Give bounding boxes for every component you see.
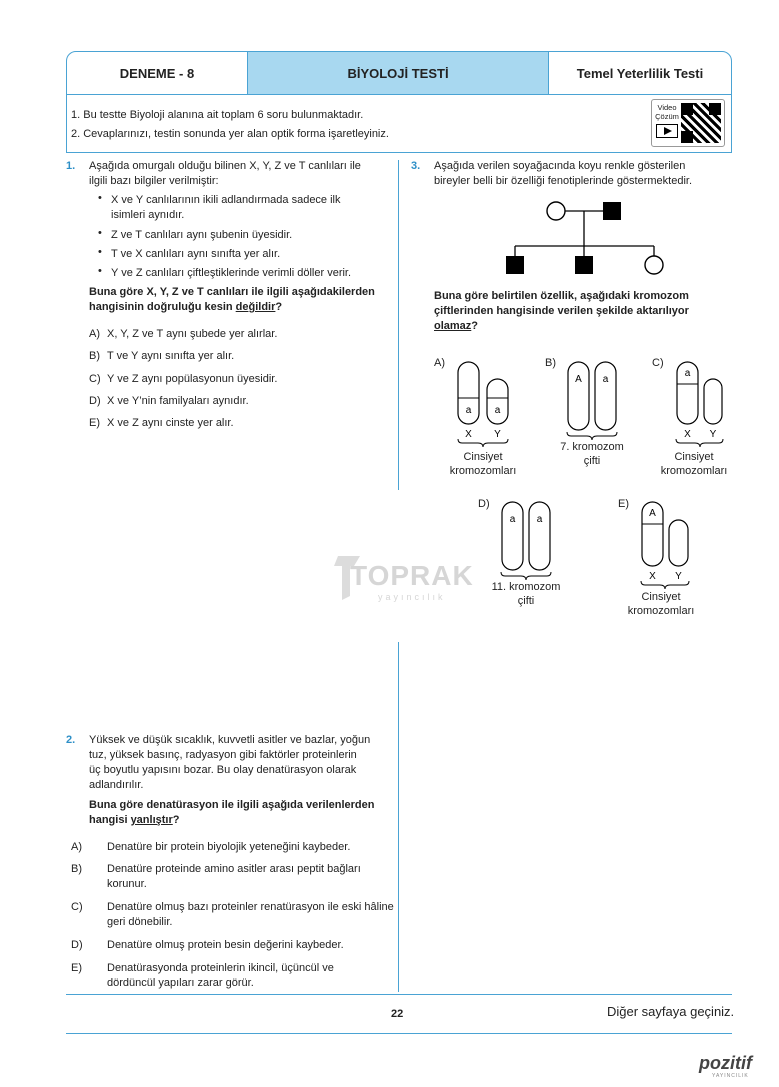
grouping-brace [501, 572, 551, 580]
allele-label: a [684, 368, 691, 379]
q3-option-b-caption: 7. kromozom [560, 441, 624, 453]
chromosome-11-a [502, 502, 523, 570]
q3-option-d-caption-2: çifti [517, 595, 535, 607]
grouping-brace [458, 439, 508, 447]
exam-title: DENEME - 8 [67, 52, 248, 94]
chromosome-y [669, 520, 688, 566]
allele-label: A [575, 374, 582, 385]
chromosome-y [487, 379, 508, 424]
q1-option-b[interactable]: B) T ve Y aynı sınıfta yer alır. [89, 350, 235, 362]
q1-option-a[interactable]: A) X, Y, Z ve T aynı şubede yer alırlar. [89, 328, 278, 340]
q3-option-e-caption: Cinsiyet [641, 591, 681, 603]
q3-option-a-chromosomes[interactable] [448, 358, 528, 448]
q3-option-b-chromosomes[interactable] [558, 358, 628, 440]
q3-option-e-letter[interactable]: E) [618, 498, 629, 510]
q2-option-d[interactable]: D) Denatüre olmuş protein besin değerini kaybeder. [71, 939, 344, 951]
instructions-box [66, 95, 732, 153]
page-number: 22 [391, 1008, 404, 1020]
allele-label: a [465, 405, 472, 416]
question-1-intro-2: ilgili bazı bilgiler verilmiştir: [89, 175, 219, 187]
test-header [66, 51, 732, 95]
pedigree-chart [500, 198, 670, 278]
q3-option-c-letter[interactable]: C) [652, 357, 664, 369]
chromosome-label: Y [494, 429, 501, 440]
stem-emphasis: değildir [235, 301, 276, 313]
q1-bullet-2: Z ve T canlıları aynı şubenin üyesidir. [111, 229, 293, 241]
stem-emphasis: olamaz [434, 320, 472, 332]
question-1-number: 1. [66, 160, 76, 172]
question-3-intro-2: bireyler belli bir özelliği fenotiplerinde göstermektedir. [434, 175, 693, 187]
publisher-logo-sub: YAYINCILIK [712, 1073, 749, 1079]
allele-label: A [649, 508, 656, 519]
grouping-brace [641, 581, 689, 589]
allele-label: a [602, 374, 609, 385]
q3-option-e-chromosomes[interactable] [632, 498, 702, 590]
video-solution-qr[interactable] [651, 99, 725, 147]
question-2-stem-2: hangisi yanlıştır? [89, 814, 180, 826]
footer-line-top [66, 994, 732, 995]
allele-label: a [536, 514, 543, 525]
qr-code-icon [681, 103, 721, 143]
question-1-stem-2: hangisinin doğruluğu kesin değildir? [89, 301, 283, 313]
instruction-2: 2. Cevaplarınızı, testin sonunda yer alan optik forma işaretleyiniz. [71, 128, 389, 140]
pedigree-son-2-affected [575, 256, 593, 274]
chromosome-label: X [684, 429, 691, 440]
stem-emphasis: yanlıştır [130, 814, 173, 826]
publisher-watermark: TOPRAK [350, 560, 474, 591]
chromosome-y [704, 379, 722, 424]
q1-bullet-1: X ve Y canlılarının ikili adlandırmada sadece ilk [111, 194, 341, 206]
question-2-intro-1: Yüksek ve düşük sıcaklık, kuvvetli asitler ve bazlar, yoğun [89, 734, 371, 746]
q1-option-e[interactable]: E) X ve Z aynı cinste yer alır. [89, 417, 234, 429]
question-2-number: 2. [66, 734, 76, 746]
q3-option-c-caption: Cinsiyet [674, 451, 714, 463]
question-1-intro: Aşağıda omurgalı olduğu bilinen X, Y, Z ve T canlıları ile [89, 160, 361, 172]
instruction-1: 1. Bu testte Biyoloji alanına ait toplam 6 soru bulunmaktadır. [71, 109, 364, 121]
question-2-intro-3: üç boyutlu yapısını bozar. Bu olay denatürasyon olarak [89, 764, 357, 776]
grouping-brace [567, 432, 617, 440]
bullet-dot: • [98, 265, 102, 277]
grouping-brace [676, 439, 723, 447]
chromosome-label: Y [709, 429, 717, 440]
column-divider-top [398, 160, 399, 490]
bullet-dot: • [98, 227, 102, 239]
q3-option-a-letter[interactable]: A) [434, 357, 445, 369]
q2-option-a[interactable]: A) Denatüre bir protein biyolojik yeteneğini kaybeder. [71, 841, 351, 853]
column-divider-bottom [398, 642, 399, 992]
question-3-stem: Buna göre belirtilen özellik, aşağıdaki kromozom [434, 290, 689, 302]
pedigree-daughter-unaffected [645, 256, 663, 274]
publisher-logo: pozitif [699, 1053, 752, 1073]
q2-option-e[interactable]: E) Denatürasyonda proteinlerin ikincil, üçüncül ve dördüncül yapıları zarar görür. [71, 962, 334, 989]
q3-option-c-caption-2: kromozomları [660, 465, 728, 477]
bullet-dot: • [98, 246, 102, 258]
q1-bullet-3: T ve X canlıları aynı sınıfta yer alır. [111, 248, 281, 260]
allele-label: a [494, 405, 501, 416]
pedigree-father-affected [603, 202, 621, 220]
chromosome-label: Y [675, 571, 682, 582]
chromosome-label: X [465, 429, 472, 440]
question-3-stem-2: çiftlerinden hangisinde verilen şekilde aktarılıyor [434, 305, 689, 317]
next-page-note: Diğer sayfaya geçiniz. [607, 1004, 735, 1019]
chromosome-7-a [568, 362, 589, 430]
q2-option-b[interactable]: B) Denatüre proteinde amino asitler arası peptit bağları korunur. [71, 863, 361, 890]
question-2-intro-2: tuz, yüksek basınç, radyasyon gibi faktörler proteinlerin [89, 749, 357, 761]
play-icon [656, 124, 678, 138]
allele-label: a [509, 514, 516, 525]
pedigree-son-1-affected [506, 256, 524, 274]
q2-option-c[interactable]: C) Denatüre olmuş bazı proteinler renatürasyon ile eski hâline geri dönebilir. [71, 901, 394, 928]
q3-option-a-caption: Cinsiyet [463, 451, 503, 463]
q1-bullet-1-cont: isimleri aynıdır. [111, 209, 185, 221]
question-2-intro-4: adlandırılır. [89, 779, 144, 791]
question-3-number: 3. [411, 160, 421, 172]
q3-option-a-caption-2: kromozomları [449, 465, 517, 477]
q1-option-d[interactable]: D) X ve Y’nin familyaları aynıdır. [89, 395, 249, 407]
pedigree-mother-unaffected [547, 202, 565, 220]
bullet-dot: • [98, 192, 102, 204]
q3-option-d-letter[interactable]: D) [478, 498, 490, 510]
question-1-stem: Buna göre X, Y, Z ve T canlıları ile ilgili aşağıdakilerden [89, 286, 375, 298]
q3-option-b-caption-2: çifti [583, 455, 601, 467]
q3-option-e-caption-2: kromozomları [627, 605, 695, 617]
test-type-title: Temel Yeterlilik Testi [576, 65, 704, 81]
q3-option-d-caption: 11. kromozom [491, 581, 561, 593]
q3-option-c-chromosomes[interactable] [667, 358, 737, 448]
question-3-stem-3: olamaz? [434, 320, 479, 332]
subject-title: BİYOLOJİ TESTİ [248, 52, 549, 94]
question-2-stem: Buna göre denatürasyon ile ilgili aşağıda verilenlerden [89, 799, 375, 811]
q1-bullet-4: Y ve Z canlıları çiftleştiklerinde verimli döller verir. [111, 267, 352, 279]
footer-line-bottom [66, 1033, 732, 1034]
chromosome-label: X [649, 571, 656, 582]
publisher-watermark-sub: yayıncılık [378, 592, 446, 602]
video-solution-label: Video Çözüm [655, 103, 679, 121]
question-3-intro: Aşağıda verilen soyağacında koyu renkle gösterilen [434, 160, 686, 172]
chromosome-11-b [529, 502, 550, 570]
q3-option-b-letter[interactable]: B) [545, 357, 556, 369]
q1-option-c[interactable]: C) Y ve Z aynı popülasyonun üyesidir. [89, 373, 278, 385]
q3-option-d-chromosomes[interactable] [492, 498, 562, 580]
chromosome-7-b [595, 362, 616, 430]
